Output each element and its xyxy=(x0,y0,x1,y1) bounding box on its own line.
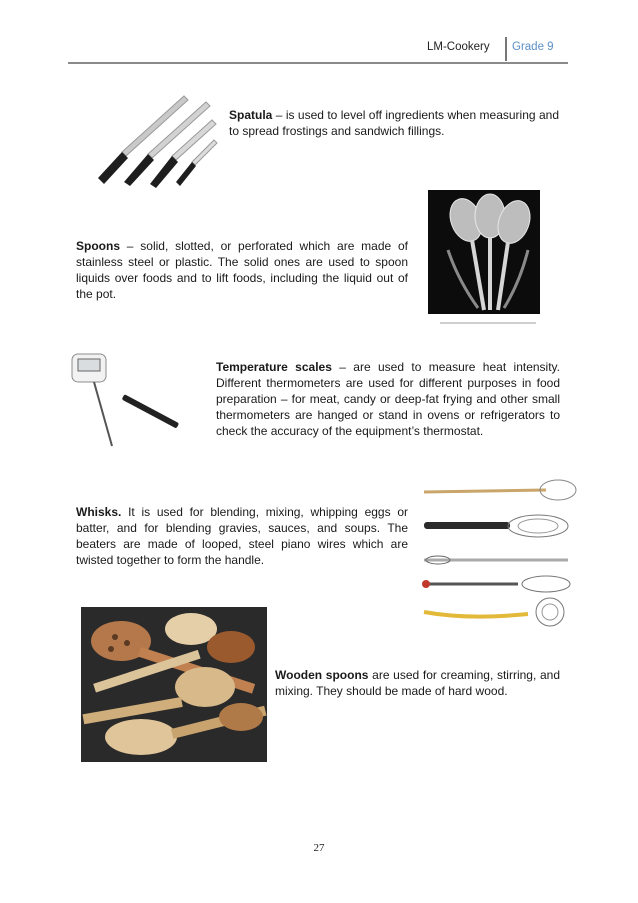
wooden-spoons-desc: are used for creaming, stirring, and mixing. They should be made of hard wood. xyxy=(275,668,561,698)
whisk-1 xyxy=(424,480,576,500)
temperature-text xyxy=(216,359,560,439)
header-grade: Grade 9 xyxy=(512,41,554,53)
whisks-desc: It is used for blending, mixing, whipping eggs or batter, and for blending gravies, sauces, and soups. The beaters are made of looped, steel piano wires which are twisted together to form the handle. xyxy=(76,505,408,567)
spoons-image xyxy=(428,190,540,314)
whisk-3 xyxy=(424,556,568,564)
whisks-image xyxy=(418,474,578,628)
spoons-text xyxy=(76,238,408,302)
thermometer-probe xyxy=(94,382,112,446)
whisk-4 xyxy=(422,576,570,592)
spatula-image xyxy=(88,90,220,188)
spatula-term: Spatula xyxy=(229,108,273,122)
wooden-spoons-term: Wooden spoons xyxy=(275,668,369,682)
spoons-term: Spoons xyxy=(76,239,120,253)
spoons-desc: – solid, slotted, or perforated which are made of stainless steel or plastic. The solid ones are used to spoon liquids over foods and to lift foods, including the liquid out of the pot. xyxy=(76,239,408,301)
thermometer-image xyxy=(66,346,190,452)
thermometer-case xyxy=(122,394,180,428)
temperature-desc: – are used to measure heat intensity. Different thermometers are used for different purposes in food preparation – for meat, candy or deep-fat frying and other small thermometers are hanged or stand in ovens or refrigerators to check the accuracy of the equipment’s thermostat. xyxy=(216,360,560,438)
spatula-desc: – is used to level off ingredients when measuring and to spread frostings and sandwich fillings. xyxy=(229,108,559,138)
header-separator xyxy=(505,37,507,61)
spatula-text xyxy=(229,107,559,139)
whisk-5 xyxy=(424,598,564,626)
thermometer-display xyxy=(78,359,100,371)
wooden-spoons-image xyxy=(81,607,267,762)
whisks-text xyxy=(76,504,408,568)
spoons-caption-line xyxy=(440,322,536,324)
page-number: 27 xyxy=(313,842,325,854)
wooden-spoon-6 xyxy=(219,703,263,731)
header-rule xyxy=(68,62,568,64)
temperature-term: Temperature scales xyxy=(216,360,332,374)
whisk-2 xyxy=(424,515,568,537)
whisks-term: Whisks. xyxy=(76,505,122,519)
header-title: LM-Cookery xyxy=(427,41,490,53)
wooden-spoons-text xyxy=(275,667,560,699)
wooden-spoon-3 xyxy=(207,631,255,663)
